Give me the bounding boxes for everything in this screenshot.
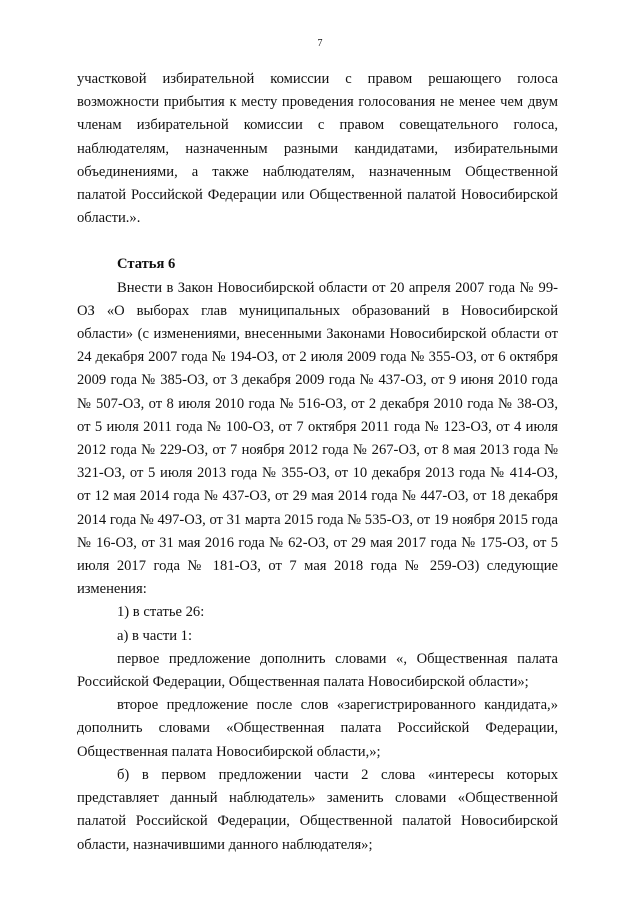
- page-number: 7: [317, 38, 323, 49]
- paragraph-spacer: [77, 230, 558, 253]
- intro-paragraph: участковой избирательной комиссии с правом решающего голоса возможности прибытия к месту проведения голосования не менее чем двум членам избирательной комиссии с правом совещательного голоса, наблюдателям, назначенным разными кандидатами, избирательными объединениями, а также наблюдателям, назначенным Общественной палатой Российской Федерации или Общественной палатой Новосибирской области.».: [77, 71, 558, 227]
- article-intro-paragraph: Внести в Закон Новосибирской области от 20 апреля 2007 года № 99-ОЗ «О выборах глав муниципальных образований в Новосибирской области» (с изменениями, внесенными Законами Новосибирской области от 24 декабря 2007 года № 194-ОЗ, от 2 июля 2009 года № 355-ОЗ, от 6 октября 2009 года № 385-ОЗ, от 3 декабря 2009 года № 437-ОЗ, от 9 июня 2010 года № 507-ОЗ, от 8 июля 2010 года № 516-ОЗ, от 2 декабря 2010 года № 38-ОЗ, от 5 июля 2011 года № 100-ОЗ, от 7 октября 2011 года № 123-ОЗ, от 4 июля 2012 года № 229-ОЗ, от 7 ноября 2012 года № 267-ОЗ, от 8 мая 2013 года № 321-ОЗ, от 5 июля 2013 года № 355-ОЗ, от 10 декабря 2013 года № 414-ОЗ, от 12 мая 2014 года № 437-ОЗ, от 29 мая 2014 года № 447-ОЗ, от 18 декабря 2014 года № 497-ОЗ, от 31 марта 2015 года № 535-ОЗ, от 19 ноября 2015 года № 16-ОЗ, от 31 мая 2016 года № 62-ОЗ, от 29 мая 2017 года № 175-ОЗ, от 5 июля 2017 года № 181-ОЗ, от 7 мая 2018 года № 259-ОЗ) следующие изменения:: [77, 279, 558, 598]
- list-item-1a-second-sentence: второе предложение после слов «зарегистрированного кандидата,» дополнить словами «Общественная палата Российской Федерации, Общественная палата Новосибирской области,»;: [77, 697, 558, 760]
- document-body: [77, 68, 558, 857]
- article-heading: Статья 6: [117, 256, 176, 273]
- list-item-1: 1) в статье 26:: [117, 604, 205, 621]
- list-item-1a-first-sentence: первое предложение дополнить словами «, Общественная палата Российской Федерации, Общественная палата Новосибирской области»;: [77, 650, 558, 691]
- list-item-1b: б) в первом предложении части 2 слова «интересы которых представляет данный наблюдатель» заменить словами «Общественной палатой Российской Федерации, Общественной палатой Новосибирской области, назначившими данного наблюдателя»;: [77, 766, 558, 853]
- list-item-1a: а) в части 1:: [117, 627, 193, 644]
